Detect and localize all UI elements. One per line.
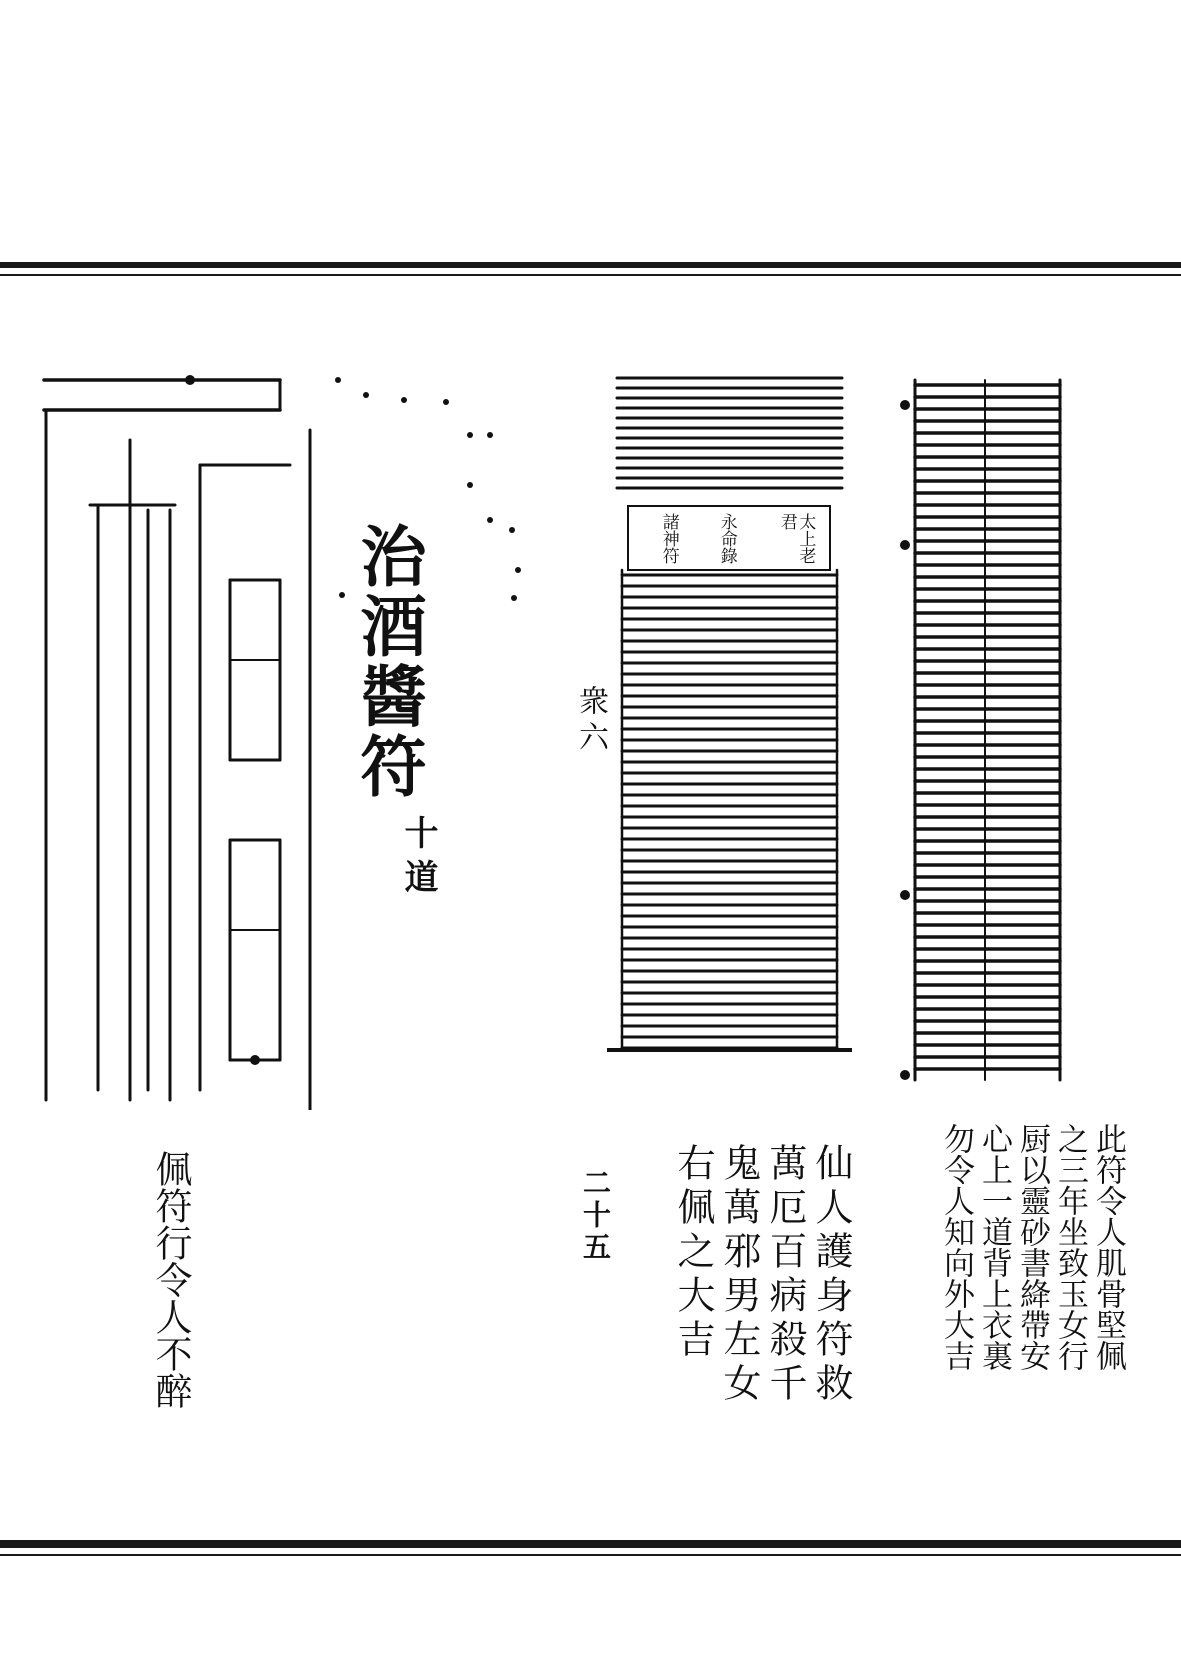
caption-middle-line-4: 右佩之大吉 [671,1143,715,1363]
caption-middle-block [650,1143,853,1443]
caption-right-line-2: 之三年坐致玉女行 [1052,1123,1088,1371]
caption-right-line-5: 勿令人知向外大吉 [938,1123,974,1371]
talisman-label-box [627,505,831,571]
section-title: 治酒醬符 [349,522,427,802]
talisman-dot [900,1070,910,1080]
caption-right-line-1: 此符令人肌骨堅佩 [1090,1123,1126,1371]
caption-right-block [923,1123,1126,1453]
talisman-label-col3: 諸神符 [658,513,679,564]
caption-right-line-4: 心上一道背上衣裏 [976,1123,1012,1371]
talisman-right [895,375,1080,1090]
caption-middle-line-2: 萬厄百病殺千 [763,1143,807,1407]
talisman-dot [900,540,910,550]
page-number: 二十五 [579,1168,612,1264]
talisman-right-drawing [895,375,1080,1090]
talisman-dot [900,400,910,410]
talisman-left-drawing [40,370,340,1110]
talisman-label-col2: 永命錄 [716,513,737,564]
bottom-border-hairline [0,1554,1181,1556]
talisman-left [40,370,340,1110]
talisman-dot [900,890,910,900]
talisman-dot [250,1055,260,1065]
caption-middle-line-3: 鬼萬邪男左女 [717,1143,761,1407]
section-count: 十道 [398,815,438,903]
talisman-dot [185,375,195,385]
caption-left-line-1: 佩符行令人不醉 [149,1150,192,1409]
talisman-label-col1: 太上老君 [776,513,816,564]
top-border-hairline [0,274,1181,276]
top-border-rule [0,262,1181,268]
talisman-middle [607,370,852,1060]
caption-middle-line-1: 仙人護身符救 [809,1143,853,1407]
talisman-middle-drawing [607,370,852,1060]
bottom-border-rule [0,1540,1181,1548]
section-mark: 衆六 [573,685,608,757]
caption-right-line-3: 厨以靈砂書絳帶安 [1014,1123,1050,1371]
